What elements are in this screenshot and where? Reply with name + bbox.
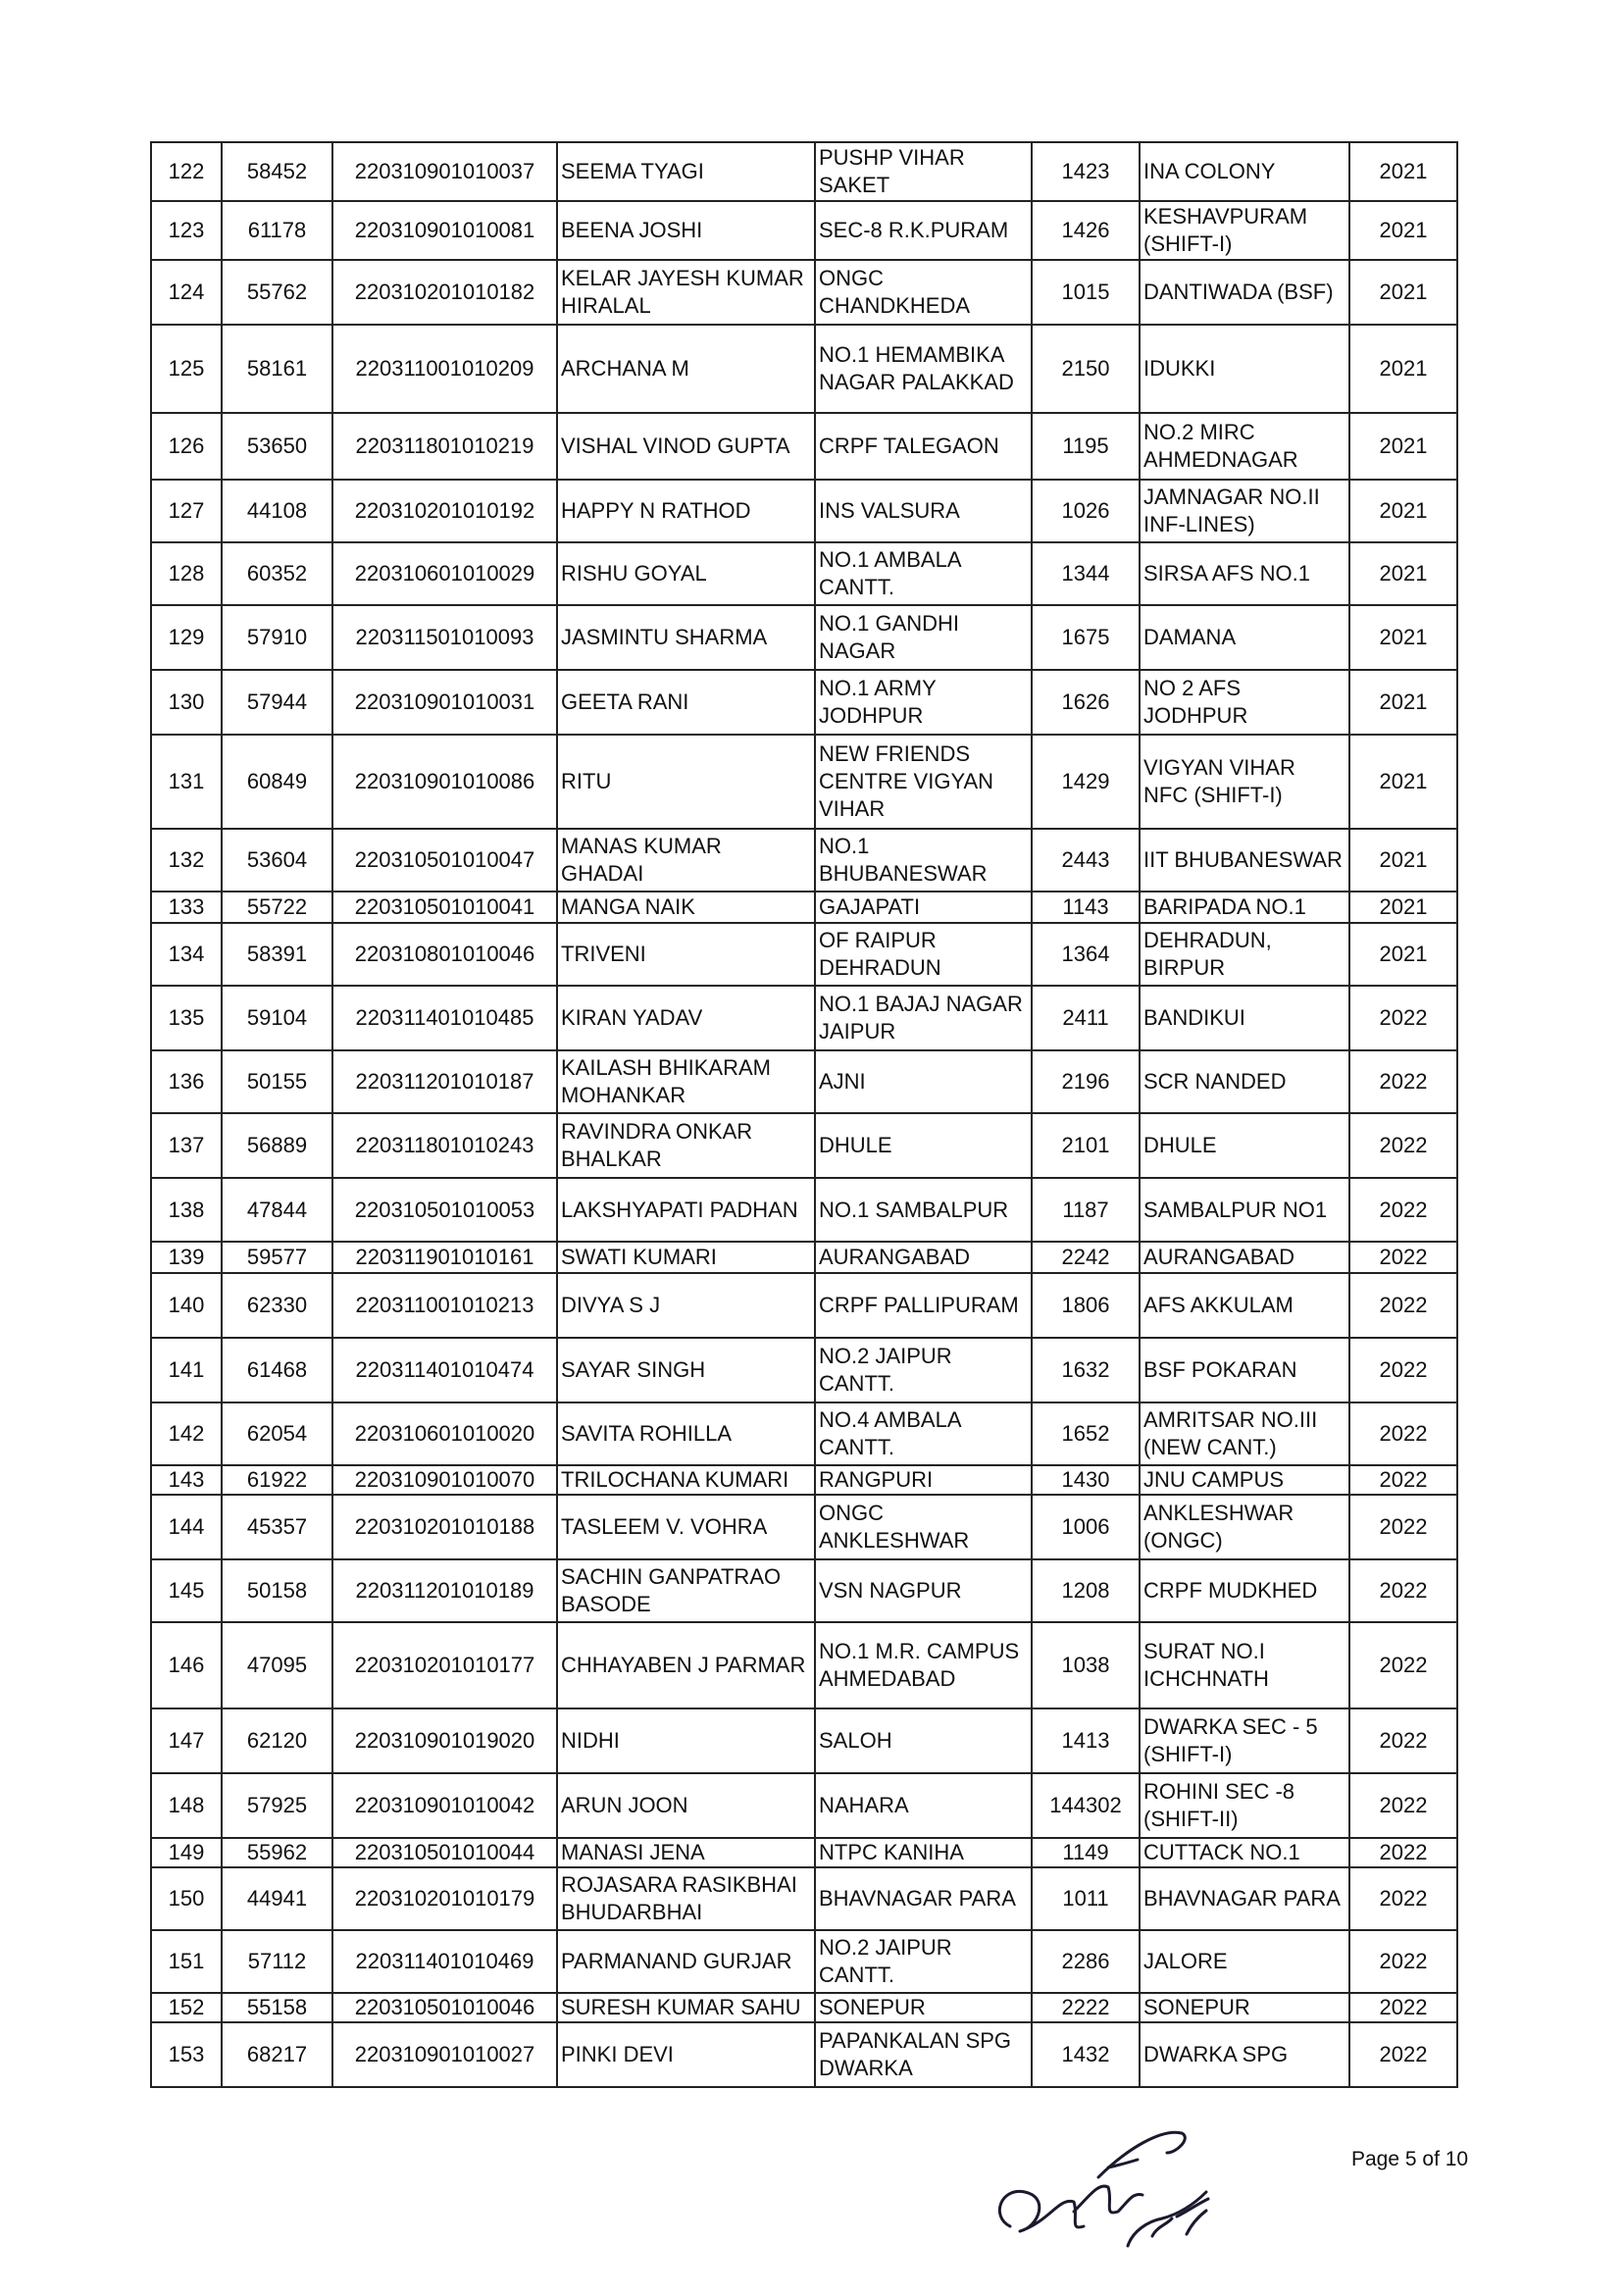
to-cell: SIRSA AFS NO.1 [1140,542,1349,605]
table-row [151,1050,1457,1113]
name-cell: DIVYA S J [557,1273,815,1338]
sno-cell: 150 [151,1867,222,1930]
sno-cell: 143 [151,1465,222,1495]
kv-code-cell: 1187 [1032,1178,1140,1242]
from-cell: NO.4 AMBALA CANTT. [815,1402,1032,1465]
table-row [151,1773,1457,1838]
to-cell: JNU CAMPUS [1140,1465,1349,1495]
code-cell: 60352 [222,542,332,605]
code-cell: 62120 [222,1708,332,1773]
from-cell: NO.1 BHUBANESWAR [815,829,1032,892]
sno-cell: 140 [151,1273,222,1338]
table-row [151,1242,1457,1273]
name-cell: KELAR JAYESH KUMAR HIRALAL [557,260,815,325]
year-cell: 2022 [1349,1113,1457,1178]
kv-code-cell: 1413 [1032,1708,1140,1773]
kv-code-cell: 1652 [1032,1402,1140,1465]
transfer-list-table [150,141,1458,2088]
kv-code-cell: 1026 [1032,480,1140,542]
to-cell: IDUKKI [1140,325,1349,413]
kv-code-cell: 2242 [1032,1242,1140,1273]
to-cell: DHULE [1140,1113,1349,1178]
from-cell: NO.1 SAMBALPUR [815,1178,1032,1242]
to-cell: SONEPUR [1140,1993,1349,2022]
sno-cell: 149 [151,1838,222,1867]
kv-code-cell: 2101 [1032,1113,1140,1178]
code-cell: 57944 [222,670,332,735]
table-row [151,1273,1457,1338]
id-cell: 220311901010161 [332,1242,557,1273]
code-cell: 59577 [222,1242,332,1273]
to-cell: CUTTACK NO.1 [1140,1838,1349,1867]
name-cell: RISHU GOYAL [557,542,815,605]
sno-cell: 127 [151,480,222,542]
to-cell: JAMNAGAR NO.II INF-LINES) [1140,480,1349,542]
name-cell: ARUN JOON [557,1773,815,1838]
name-cell: KAILASH BHIKARAM MOHANKAR [557,1050,815,1113]
to-cell: BHAVNAGAR PARA [1140,1867,1349,1930]
to-cell: BANDIKUI [1140,986,1349,1050]
from-cell: VSN NAGPUR [815,1559,1032,1622]
table-row [151,670,1457,735]
table-row [151,1178,1457,1242]
to-cell: DEHRADUN, BIRPUR [1140,923,1349,986]
id-cell: 220310201010188 [332,1495,557,1559]
name-cell: NIDHI [557,1708,815,1773]
kv-code-cell: 1006 [1032,1495,1140,1559]
year-cell: 2022 [1349,1930,1457,1993]
year-cell: 2022 [1349,1050,1457,1113]
year-cell: 2022 [1349,1708,1457,1773]
to-cell: IIT BHUBANESWAR [1140,829,1349,892]
code-cell: 68217 [222,2022,332,2087]
sno-cell: 139 [151,1242,222,1273]
sno-cell: 124 [151,260,222,325]
name-cell: RAVINDRA ONKAR BHALKAR [557,1113,815,1178]
id-cell: 220311801010219 [332,413,557,480]
code-cell: 62054 [222,1402,332,1465]
name-cell: VISHAL VINOD GUPTA [557,413,815,480]
sno-cell: 152 [151,1993,222,2022]
table-body [151,142,1457,2087]
id-cell: 220310501010046 [332,1993,557,2022]
to-cell: INA COLONY [1140,142,1349,201]
name-cell: TRILOCHANA KUMARI [557,1465,815,1495]
kv-code-cell: 1430 [1032,1465,1140,1495]
id-cell: 220310601010029 [332,542,557,605]
table-row [151,605,1457,670]
from-cell: NTPC KANIHA [815,1838,1032,1867]
id-cell: 220310901010031 [332,670,557,735]
year-cell: 2021 [1349,260,1457,325]
to-cell: AURANGABAD [1140,1242,1349,1273]
kv-code-cell: 2286 [1032,1930,1140,1993]
sno-cell: 128 [151,542,222,605]
name-cell: RITU [557,735,815,829]
from-cell: NO.1 BAJAJ NAGAR JAIPUR [815,986,1032,1050]
from-cell: NO.1 HEMAMBIKA NAGAR PALAKKAD [815,325,1032,413]
from-cell: DHULE [815,1113,1032,1178]
kv-code-cell: 1344 [1032,542,1140,605]
id-cell: 220310901010081 [332,201,557,260]
year-cell: 2022 [1349,1559,1457,1622]
year-cell: 2021 [1349,605,1457,670]
from-cell: SONEPUR [815,1993,1032,2022]
table-row [151,923,1457,986]
table-row [151,735,1457,829]
code-cell: 61468 [222,1338,332,1402]
id-cell: 220311201010187 [332,1050,557,1113]
name-cell: SAYAR SINGH [557,1338,815,1402]
to-cell: NO.2 MIRC AHMEDNAGAR [1140,413,1349,480]
sno-cell: 122 [151,142,222,201]
to-cell: BARIPADA NO.1 [1140,892,1349,923]
name-cell: MANGA NAIK [557,892,815,923]
kv-code-cell: 1149 [1032,1838,1140,1867]
sno-cell: 146 [151,1622,222,1708]
sno-cell: 137 [151,1113,222,1178]
code-cell: 62330 [222,1273,332,1338]
to-cell: SCR NANDED [1140,1050,1349,1113]
to-cell: KESHAVPURAM (SHIFT-I) [1140,201,1349,260]
sno-cell: 134 [151,923,222,986]
year-cell: 2021 [1349,413,1457,480]
kv-code-cell: 1038 [1032,1622,1140,1708]
from-cell: NEW FRIENDS CENTRE VIGYAN VIHAR [815,735,1032,829]
code-cell: 58452 [222,142,332,201]
table-row [151,413,1457,480]
code-cell: 58161 [222,325,332,413]
sno-cell: 142 [151,1402,222,1465]
to-cell: BSF POKARAN [1140,1338,1349,1402]
name-cell: HAPPY N RATHOD [557,480,815,542]
kv-code-cell: 1195 [1032,413,1140,480]
table-row [151,1402,1457,1465]
id-cell: 220310901010037 [332,142,557,201]
kv-code-cell: 1806 [1032,1273,1140,1338]
year-cell: 2022 [1349,1178,1457,1242]
from-cell: NO.1 M.R. CAMPUS AHMEDABAD [815,1622,1032,1708]
code-cell: 56889 [222,1113,332,1178]
id-cell: 220310901010070 [332,1465,557,1495]
table-row [151,142,1457,201]
code-cell: 57910 [222,605,332,670]
name-cell: SURESH KUMAR SAHU [557,1993,815,2022]
from-cell: CRPF PALLIPURAM [815,1273,1032,1338]
sno-cell: 126 [151,413,222,480]
kv-code-cell: 1632 [1032,1338,1140,1402]
from-cell: NO.1 ARMY JODHPUR [815,670,1032,735]
kv-code-cell: 1429 [1032,735,1140,829]
sno-cell: 133 [151,892,222,923]
year-cell: 2022 [1349,1773,1457,1838]
name-cell: SAVITA ROHILLA [557,1402,815,1465]
sno-cell: 135 [151,986,222,1050]
code-cell: 60849 [222,735,332,829]
year-cell: 2021 [1349,325,1457,413]
table-row [151,1113,1457,1178]
from-cell: SEC-8 R.K.PURAM [815,201,1032,260]
name-cell: JASMINTU SHARMA [557,605,815,670]
kv-code-cell: 2150 [1032,325,1140,413]
table-row [151,1930,1457,1993]
sno-cell: 132 [151,829,222,892]
name-cell: SWATI KUMARI [557,1242,815,1273]
id-cell: 220310501010044 [332,1838,557,1867]
year-cell: 2022 [1349,1402,1457,1465]
table-row [151,260,1457,325]
year-cell: 2021 [1349,892,1457,923]
table-row [151,1495,1457,1559]
code-cell: 50158 [222,1559,332,1622]
id-cell: 220311501010093 [332,605,557,670]
to-cell: AMRITSAR NO.III (NEW CANT.) [1140,1402,1349,1465]
table-row [151,480,1457,542]
from-cell: PAPANKALAN SPG DWARKA [815,2022,1032,2087]
year-cell: 2022 [1349,1242,1457,1273]
from-cell: RANGPURI [815,1465,1032,1495]
table-row [151,1867,1457,1930]
code-cell: 58391 [222,923,332,986]
table-row [151,2022,1457,2087]
kv-code-cell: 1143 [1032,892,1140,923]
kv-code-cell: 2411 [1032,986,1140,1050]
page-number: Page 5 of 10 [1351,2148,1469,2170]
kv-code-cell: 1015 [1032,260,1140,325]
table-row [151,1622,1457,1708]
year-cell: 2022 [1349,1273,1457,1338]
name-cell: BEENA JOSHI [557,201,815,260]
year-cell: 2022 [1349,1993,1457,2022]
name-cell: TASLEEM V. VOHRA [557,1495,815,1559]
year-cell: 2021 [1349,201,1457,260]
from-cell: SALOH [815,1708,1032,1773]
sno-cell: 131 [151,735,222,829]
table-row [151,986,1457,1050]
from-cell: NO.2 JAIPUR CANTT. [815,1338,1032,1402]
year-cell: 2021 [1349,480,1457,542]
sno-cell: 129 [151,605,222,670]
year-cell: 2022 [1349,986,1457,1050]
to-cell: DANTIWADA (BSF) [1140,260,1349,325]
year-cell: 2021 [1349,735,1457,829]
from-cell: CRPF TALEGAON [815,413,1032,480]
code-cell: 50155 [222,1050,332,1113]
handwritten-signature [981,2109,1236,2256]
to-cell: CRPF MUDKHED [1140,1559,1349,1622]
to-cell: DAMANA [1140,605,1349,670]
kv-code-cell: 1364 [1032,923,1140,986]
id-cell: 220310901010027 [332,2022,557,2087]
year-cell: 2022 [1349,1838,1457,1867]
from-cell: NO.1 AMBALA CANTT. [815,542,1032,605]
code-cell: 55962 [222,1838,332,1867]
code-cell: 59104 [222,986,332,1050]
sno-cell: 144 [151,1495,222,1559]
table-row [151,1465,1457,1495]
year-cell: 2022 [1349,2022,1457,2087]
code-cell: 61178 [222,201,332,260]
id-cell: 220310501010041 [332,892,557,923]
year-cell: 2022 [1349,1622,1457,1708]
code-cell: 44108 [222,480,332,542]
from-cell: AJNI [815,1050,1032,1113]
name-cell: ARCHANA M [557,325,815,413]
year-cell: 2021 [1349,923,1457,986]
id-cell: 220310901019020 [332,1708,557,1773]
sno-cell: 136 [151,1050,222,1113]
name-cell: MANAS KUMAR GHADAI [557,829,815,892]
table-row [151,892,1457,923]
table-row [151,1559,1457,1622]
table-row [151,1708,1457,1773]
table-row [151,829,1457,892]
name-cell: TRIVENI [557,923,815,986]
name-cell: PINKI DEVI [557,2022,815,2087]
code-cell: 45357 [222,1495,332,1559]
id-cell: 220310201010179 [332,1867,557,1930]
from-cell: INS VALSURA [815,480,1032,542]
from-cell: NAHARA [815,1773,1032,1838]
sno-cell: 141 [151,1338,222,1402]
sno-cell: 125 [151,325,222,413]
kv-code-cell: 2196 [1032,1050,1140,1113]
year-cell: 2021 [1349,142,1457,201]
to-cell: DWARKA SEC - 5 (SHIFT-I) [1140,1708,1349,1773]
name-cell: GEETA RANI [557,670,815,735]
code-cell: 53604 [222,829,332,892]
id-cell: 220311001010209 [332,325,557,413]
code-cell: 53650 [222,413,332,480]
year-cell: 2022 [1349,1465,1457,1495]
code-cell: 55158 [222,1993,332,2022]
table-row [151,325,1457,413]
code-cell: 47844 [222,1178,332,1242]
sno-cell: 138 [151,1178,222,1242]
id-cell: 220310501010047 [332,829,557,892]
code-cell: 47095 [222,1622,332,1708]
id-cell: 220311401010474 [332,1338,557,1402]
from-cell: GAJAPATI [815,892,1032,923]
to-cell: ANKLESHWAR (ONGC) [1140,1495,1349,1559]
id-cell: 220310901010086 [332,735,557,829]
from-cell: OF RAIPUR DEHRADUN [815,923,1032,986]
name-cell: PARMANAND GURJAR [557,1930,815,1993]
code-cell: 44941 [222,1867,332,1930]
sno-cell: 130 [151,670,222,735]
to-cell: JALORE [1140,1930,1349,1993]
id-cell: 220310201010192 [332,480,557,542]
sno-cell: 145 [151,1559,222,1622]
from-cell: PUSHP VIHAR SAKET [815,142,1032,201]
code-cell: 61922 [222,1465,332,1495]
to-cell: SURAT NO.I ICHCHNATH [1140,1622,1349,1708]
year-cell: 2022 [1349,1867,1457,1930]
from-cell: ONGC CHANDKHEDA [815,260,1032,325]
id-cell: 220311401010485 [332,986,557,1050]
name-cell: SEEMA TYAGI [557,142,815,201]
name-cell: SACHIN GANPATRAO BASODE [557,1559,815,1622]
sno-cell: 148 [151,1773,222,1838]
id-cell: 220310501010053 [332,1178,557,1242]
kv-code-cell: 2222 [1032,1993,1140,2022]
code-cell: 57925 [222,1773,332,1838]
id-cell: 220311401010469 [332,1930,557,1993]
id-cell: 220311001010213 [332,1273,557,1338]
year-cell: 2021 [1349,670,1457,735]
kv-code-cell: 1626 [1032,670,1140,735]
from-cell: ONGC ANKLESHWAR [815,1495,1032,1559]
to-cell: VIGYAN VIHAR NFC (SHIFT-I) [1140,735,1349,829]
code-cell: 57112 [222,1930,332,1993]
from-cell: AURANGABAD [815,1242,1032,1273]
table-row [151,201,1457,260]
sno-cell: 151 [151,1930,222,1993]
id-cell: 220311201010189 [332,1559,557,1622]
to-cell: DWARKA SPG [1140,2022,1349,2087]
sno-cell: 123 [151,201,222,260]
kv-code-cell: 1675 [1032,605,1140,670]
id-cell: 220311801010243 [332,1113,557,1178]
year-cell: 2022 [1349,1338,1457,1402]
code-cell: 55722 [222,892,332,923]
id-cell: 220310201010182 [332,260,557,325]
name-cell: KIRAN YADAV [557,986,815,1050]
to-cell: ROHINI SEC -8 (SHIFT-II) [1140,1773,1349,1838]
sno-cell: 153 [151,2022,222,2087]
code-cell: 55762 [222,260,332,325]
year-cell: 2021 [1349,542,1457,605]
year-cell: 2022 [1349,1495,1457,1559]
kv-code-cell: 1432 [1032,2022,1140,2087]
kv-code-cell: 1426 [1032,201,1140,260]
kv-code-cell: 1208 [1032,1559,1140,1622]
from-cell: NO.2 JAIPUR CANTT. [815,1930,1032,1993]
to-cell: SAMBALPUR NO1 [1140,1178,1349,1242]
table-row [151,1993,1457,2022]
id-cell: 220310901010042 [332,1773,557,1838]
name-cell: LAKSHYAPATI PADHAN [557,1178,815,1242]
name-cell: ROJASARA RASIKBHAI BHUDARBHAI [557,1867,815,1930]
table-row [151,1838,1457,1867]
id-cell: 220310801010046 [332,923,557,986]
to-cell: AFS AKKULAM [1140,1273,1349,1338]
kv-code-cell: 144302 [1032,1773,1140,1838]
kv-code-cell: 1423 [1032,142,1140,201]
sno-cell: 147 [151,1708,222,1773]
id-cell: 220310601010020 [332,1402,557,1465]
from-cell: NO.1 GANDHI NAGAR [815,605,1032,670]
kv-code-cell: 2443 [1032,829,1140,892]
name-cell: CHHAYABEN J PARMAR [557,1622,815,1708]
table-row [151,1338,1457,1402]
from-cell: BHAVNAGAR PARA [815,1867,1032,1930]
name-cell: MANASI JENA [557,1838,815,1867]
table-row [151,542,1457,605]
year-cell: 2021 [1349,829,1457,892]
kv-code-cell: 1011 [1032,1867,1140,1930]
to-cell: NO 2 AFS JODHPUR [1140,670,1349,735]
id-cell: 220310201010177 [332,1622,557,1708]
